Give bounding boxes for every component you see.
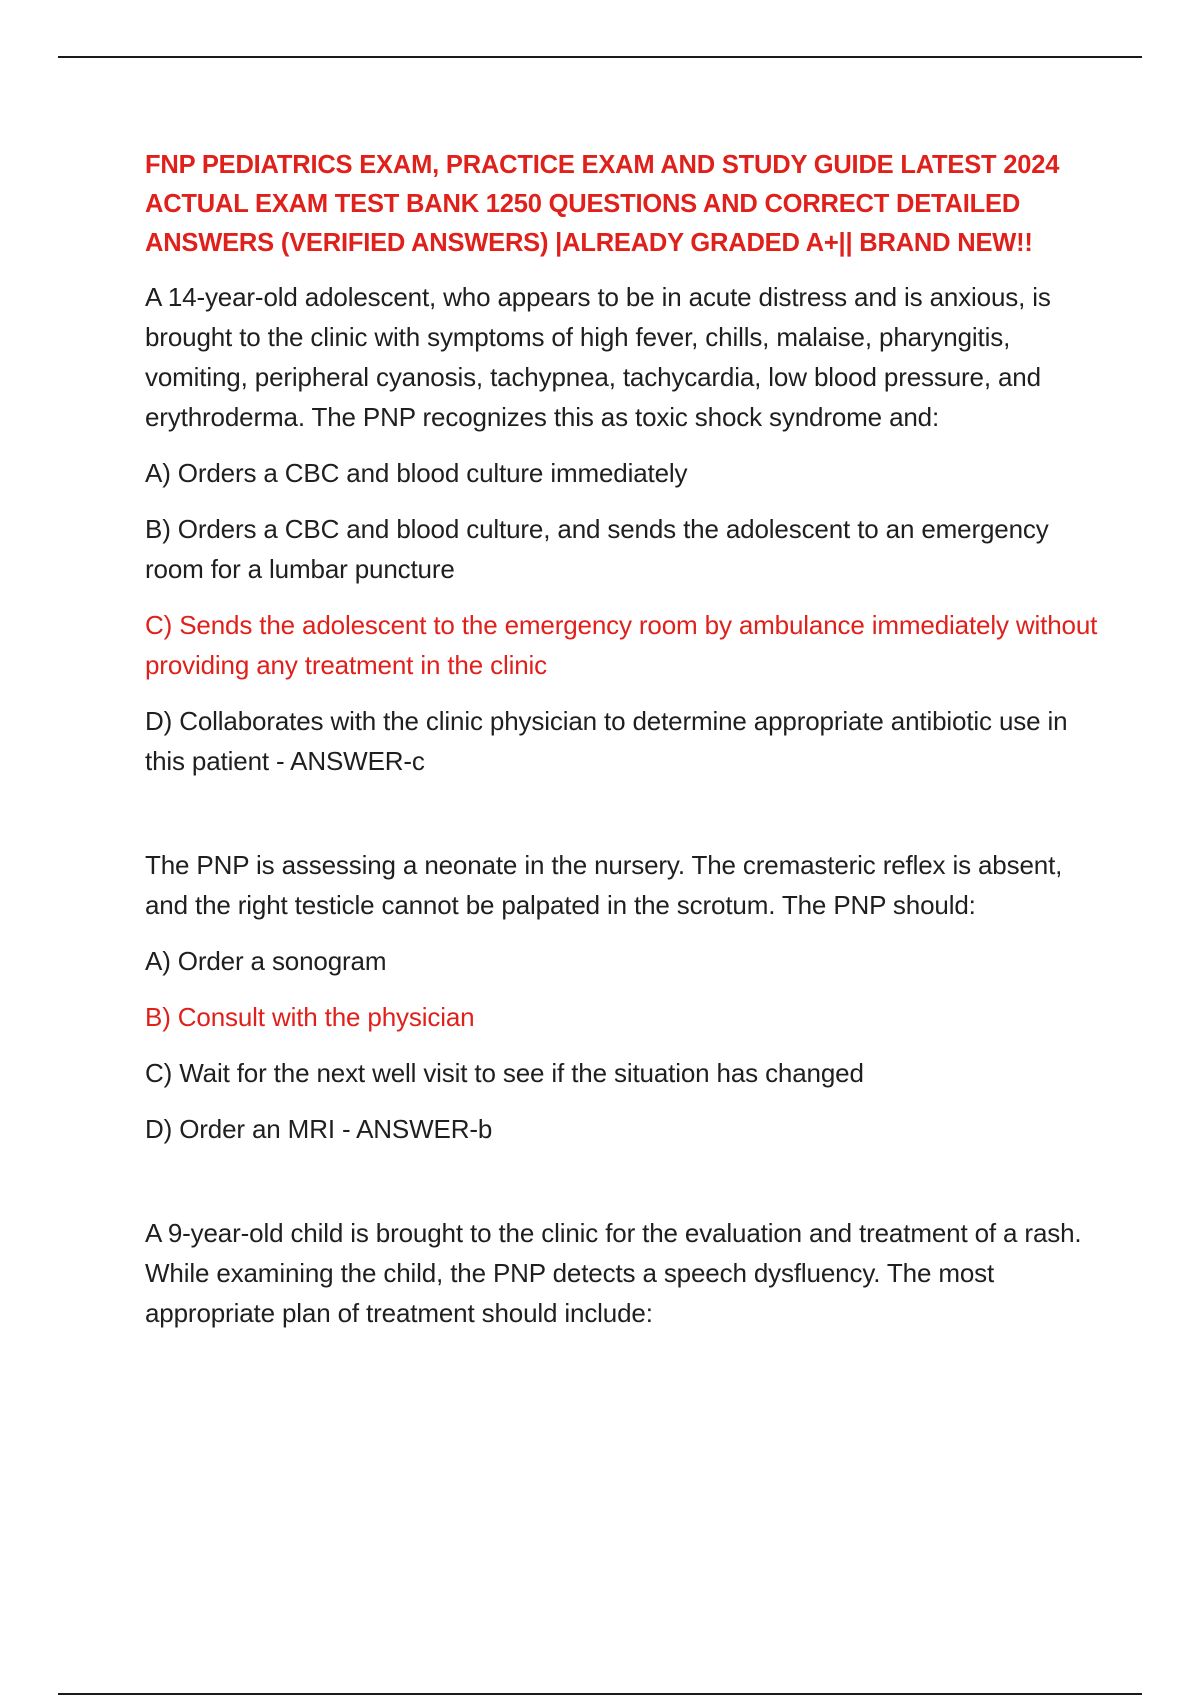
question-stem: The PNP is assessing a neonate in the nursery. The cremasteric reflex is absent, and the right testicle cannot be palpated in the scrotum. The PNP should: [145, 850, 1063, 920]
answer-option-a: A) Orders a CBC and blood culture immediately [145, 458, 688, 488]
document-page [145, 146, 1105, 1349]
question-stem: A 14-year-old adolescent, who appears to be in acute distress and is anxious, is brought to the clinic with symptoms of high fever, chills, malaise, pharyngitis, vomiting, peripheral cyanosis, tachypnea, tachycardia, low blood pressure, and erythroderma. The PNP recognizes this as toxic shock syndrome and: [145, 282, 1051, 432]
answer-option-d: D) Collaborates with the clinic physician to determine appropriate antibiotic use in this patient - ANSWER-c [145, 706, 1068, 776]
answer-option-c: C) Wait for the next well visit to see if the situation has changed [145, 1058, 864, 1088]
answer-option-a: A) Order a sonogram [145, 946, 387, 976]
answer-option-b: B) Orders a CBC and blood culture, and sends the adolescent to an emergency room for a lumbar puncture [145, 514, 1049, 584]
question-spacer [145, 797, 1105, 845]
header-rule [58, 56, 1142, 58]
question-3 [145, 1213, 1105, 1333]
question-1 [145, 277, 1105, 781]
answer-option-b-correct: B) Consult with the physician [145, 1002, 475, 1032]
answer-option-c-correct: C) Sends the adolescent to the emergency room by ambulance immediately without providing any treatment in the clinic [145, 610, 1098, 680]
document-title: FNP PEDIATRICS EXAM, PRACTICE EXAM AND STUDY GUIDE LATEST 2024 ACTUAL EXAM TEST BANK 1250 QUESTIONS AND CORRECT DETAILED ANSWERS (VERIFIED ANSWERS) |ALREADY GRADED A+|| BRAND NEW!! [145, 151, 1060, 257]
question-2 [145, 845, 1105, 1149]
answer-option-d: D) Order an MRI - ANSWER-b [145, 1114, 493, 1144]
question-stem: A 9-year-old child is brought to the clinic for the evaluation and treatment of a rash. While examining the child, the PNP detects a speech dysfluency. The most appropriate plan of treatment should include: [145, 1218, 1082, 1328]
question-spacer [145, 1165, 1105, 1213]
footer-rule [58, 1693, 1142, 1695]
